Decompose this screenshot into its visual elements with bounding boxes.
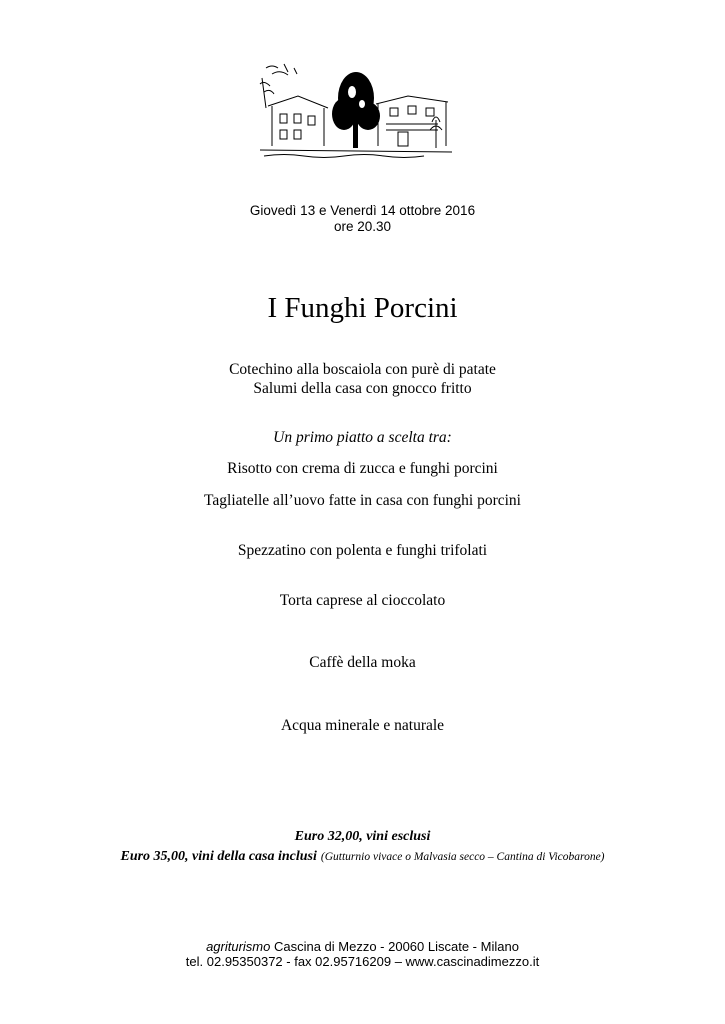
menu-item-dolce: Torta caprese al cioccolato	[279, 592, 446, 609]
price-wine-included: Euro 35,00, vini della casa inclusi	[120, 849, 317, 864]
footer-address: Cascina di Mezzo - 20060 Liscate - Milano	[270, 939, 519, 954]
menu-item-antipasto: Cotechino alla boscaiola con purè di patate	[229, 361, 496, 378]
menu-item-secondo: Spezzatino con polenta e funghi trifolati	[237, 542, 488, 559]
footer-contacts: tel. 02.95350372 - fax 02.95716209 – www.cascinadimezzo.it	[185, 954, 540, 969]
menu-item-primo: Risotto con crema di zucca e funghi porcini	[227, 460, 498, 477]
farmhouse-sketch-icon	[258, 58, 454, 162]
event-date: Giovedì 13 e Venerdì 14 ottobre 2016	[249, 203, 476, 218]
menu-item-acqua: Acqua minerale e naturale	[280, 717, 445, 734]
menu-item-antipasto: Salumi della casa con gnocco fritto	[253, 380, 472, 397]
primo-intro: Un primo piatto a scelta tra:	[273, 429, 452, 446]
menu-title: I Funghi Porcini	[267, 292, 458, 324]
footer-prefix: agriturismo	[206, 939, 271, 954]
price-wine-included-line	[0, 847, 725, 865]
footer-address-line	[0, 939, 725, 954]
price-wine-excluded: Euro 32,00, vini esclusi	[294, 829, 431, 844]
menu-item-caffe: Caffè della moka	[309, 654, 416, 671]
menu-item-primo: Tagliatelle all’uovo fatte in casa con funghi porcini	[204, 492, 521, 509]
price-wine-note: (Gutturnio vivace o Malvasia secco – Cantina di Vicobarone)	[320, 851, 605, 863]
event-time: ore 20.30	[333, 219, 392, 234]
